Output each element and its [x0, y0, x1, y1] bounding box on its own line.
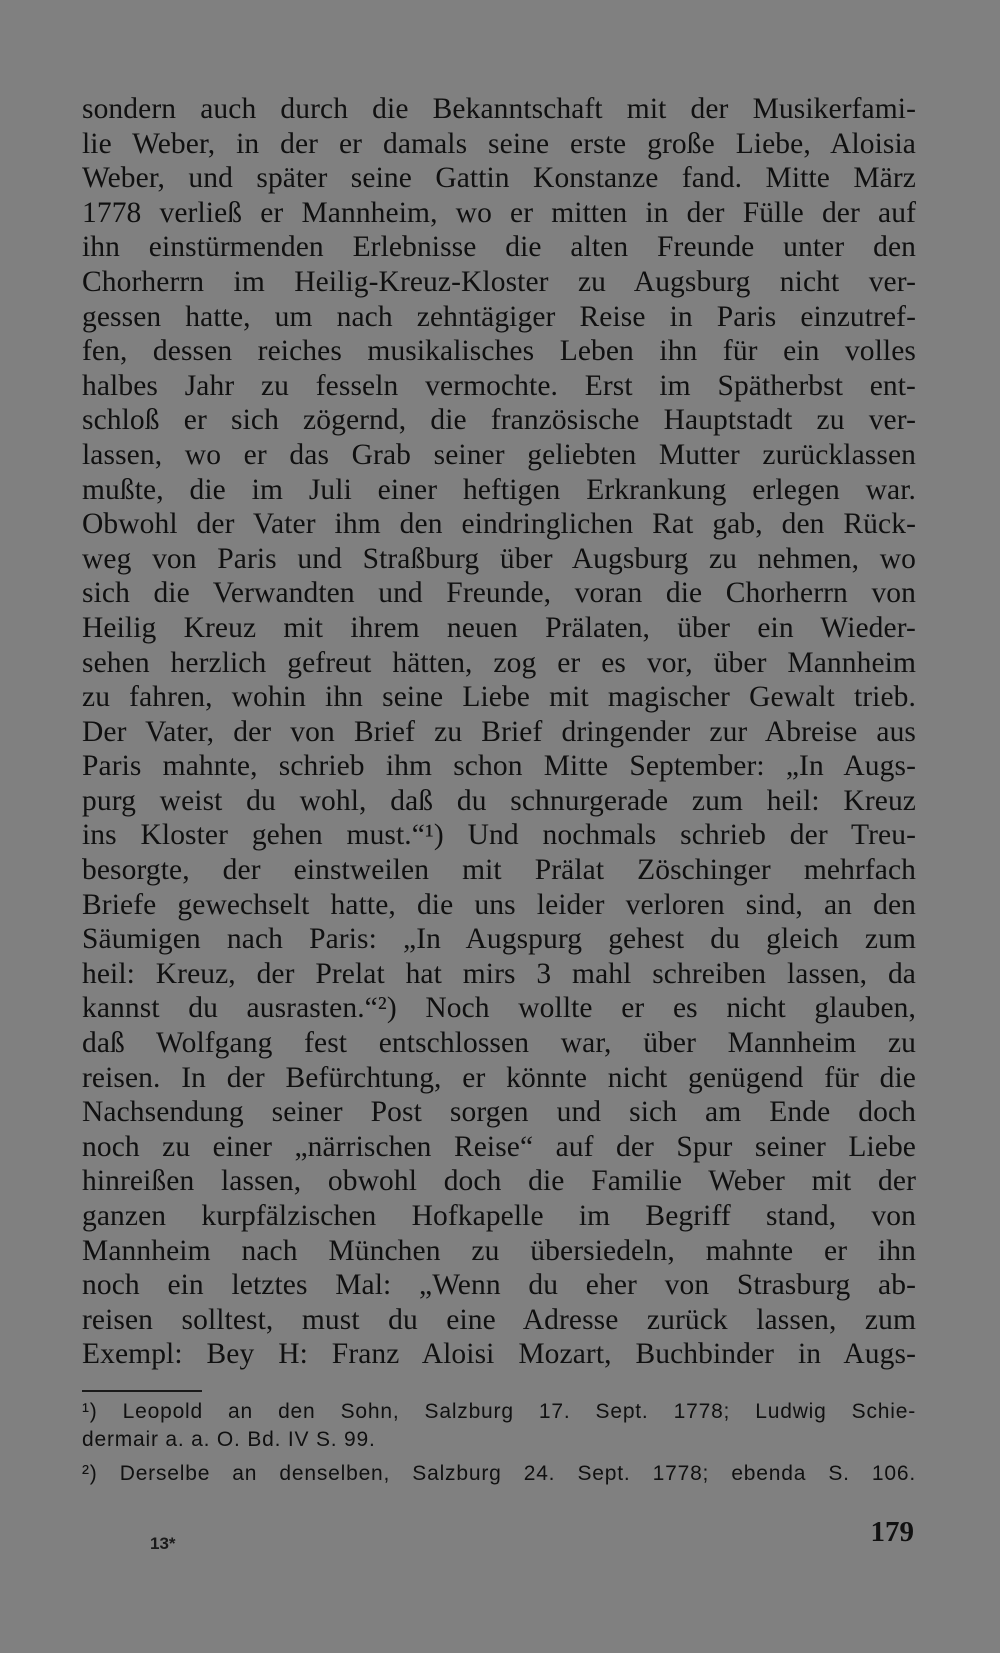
main-text-block: [82, 92, 916, 1372]
text-line: Chorherrn im Heilig-Kreuz-Kloster zu Augsburg nicht ver-: [82, 265, 916, 298]
text-line: lie Weber, in der er damals seine erste große Liebe, Aloisia: [82, 127, 916, 160]
text-line: schloß er sich zögernd, die französische Hauptstadt zu ver-: [82, 404, 916, 437]
text-line: kannst du ausrasten.“²) Noch wollte er es nicht glauben,: [82, 992, 916, 1025]
page-number: 179: [870, 1516, 914, 1548]
text-line: Der Vater, der von Brief zu Brief dringender zur Abreise aus: [82, 715, 916, 748]
text-line: ihn einstürmenden Erlebnisse die alten Freunde unter den: [82, 231, 916, 264]
text-line: Paris mahnte, schrieb ihm schon Mitte September: „In Augs-: [82, 750, 916, 783]
footnote-2: [82, 1460, 916, 1488]
text-line: fen, dessen reiches musikalisches Leben ihn für ein volles: [82, 335, 916, 368]
text-line: ins Kloster gehen must.“¹) Und nochmals schrieb der Treu-: [82, 819, 916, 852]
signature-mark: 13*: [150, 1534, 176, 1553]
text-line: Obwohl der Vater ihm den eindringlichen Rat gab, den Rück-: [82, 508, 916, 541]
footnote-line: ²) Derselbe an denselben, Salzburg 24. Sept. 1778; ebenda S. 106.: [82, 1462, 916, 1485]
text-line: Weber, und später seine Gattin Konstanze fand. Mitte März: [82, 162, 916, 195]
text-line: daß Wolfgang fest entschlossen war, über Mannheim zu: [82, 1027, 916, 1060]
text-line: noch zu einer „närrischen Reise“ auf der Spur seiner Liebe: [82, 1130, 916, 1163]
text-line: lassen, wo er das Grab seiner geliebten Mutter zurücklassen: [82, 438, 916, 471]
text-line: purg weist du wohl, daß du schnurgerade zum heil: Kreuz: [82, 784, 916, 817]
text-line: Exempl: Bey H: Franz Aloisi Mozart, Buchbinder in Augs-: [82, 1338, 916, 1371]
text-line: mußte, die im Juli einer heftigen Erkrankung erlegen war.: [82, 473, 916, 506]
text-line: reisen. In der Befürchtung, er könnte nicht genügend für die: [82, 1061, 916, 1094]
text-line: Säumigen nach Paris: „In Augspurg gehest du gleich zum: [82, 923, 916, 956]
text-line: gessen hatte, um nach zehntägiger Reise in Paris einzutref-: [82, 300, 916, 333]
text-line: sondern auch durch die Bekanntschaft mit der Musikerfami-: [82, 93, 916, 125]
text-line: hinreißen lassen, obwohl doch die Familie Weber mit der: [82, 1165, 916, 1198]
text-line: Nachsendung seiner Post sorgen und sich am Ende doch: [82, 1096, 916, 1129]
text-line: ganzen kurpfälzischen Hofkapelle im Begriff stand, von: [82, 1200, 916, 1232]
text-line: halbes Jahr zu fesseln vermochte. Erst im Spätherbst ent-: [82, 369, 916, 402]
text-line: Briefe gewechselt hatte, die uns leider verloren sind, an den: [82, 888, 916, 921]
text-line: weg von Paris und Straßburg über Augsburg zu nehmen, wo: [82, 542, 916, 575]
text-line: besorgte, der einstweilen mit Prälat Zöschinger mehrfach: [82, 854, 916, 887]
footnote-line: dermair a. a. O. Bd. IV S. 99.: [82, 1428, 376, 1451]
text-line: sehen herzlich gefreut hätten, zog er es vor, über Mannheim: [82, 646, 916, 679]
text-line: noch ein letztes Mal: „Wenn du eher von Strasburg ab-: [82, 1269, 916, 1302]
text-line: Heilig Kreuz mit ihrem neuen Prälaten, über ein Wieder-: [82, 611, 916, 644]
footnotes: [82, 1398, 916, 1488]
text-line: zu fahren, wohin ihn seine Liebe mit magischer Gewalt trieb.: [82, 681, 916, 714]
text-line: sich die Verwandten und Freunde, voran die Chorherrn von: [82, 577, 916, 610]
text-line: 1778 verließ er Mannheim, wo er mitten in der Fülle der auf: [82, 196, 916, 229]
footnote-1: [82, 1398, 916, 1454]
body-paragraph: [82, 92, 916, 1372]
text-line: heil: Kreuz, der Prelat hat mirs 3 mahl schreiben lassen, da: [82, 957, 916, 990]
text-line: Mannheim nach München zu übersiedeln, mahnte er ihn: [82, 1234, 916, 1267]
footnote-divider: [82, 1390, 202, 1392]
text-line: reisen solltest, must du eine Adresse zurück lassen, zum: [82, 1303, 916, 1336]
footnote-line: ¹) Leopold an den Sohn, Salzburg 17. Sept. 1778; Ludwig Schie-: [82, 1400, 916, 1423]
